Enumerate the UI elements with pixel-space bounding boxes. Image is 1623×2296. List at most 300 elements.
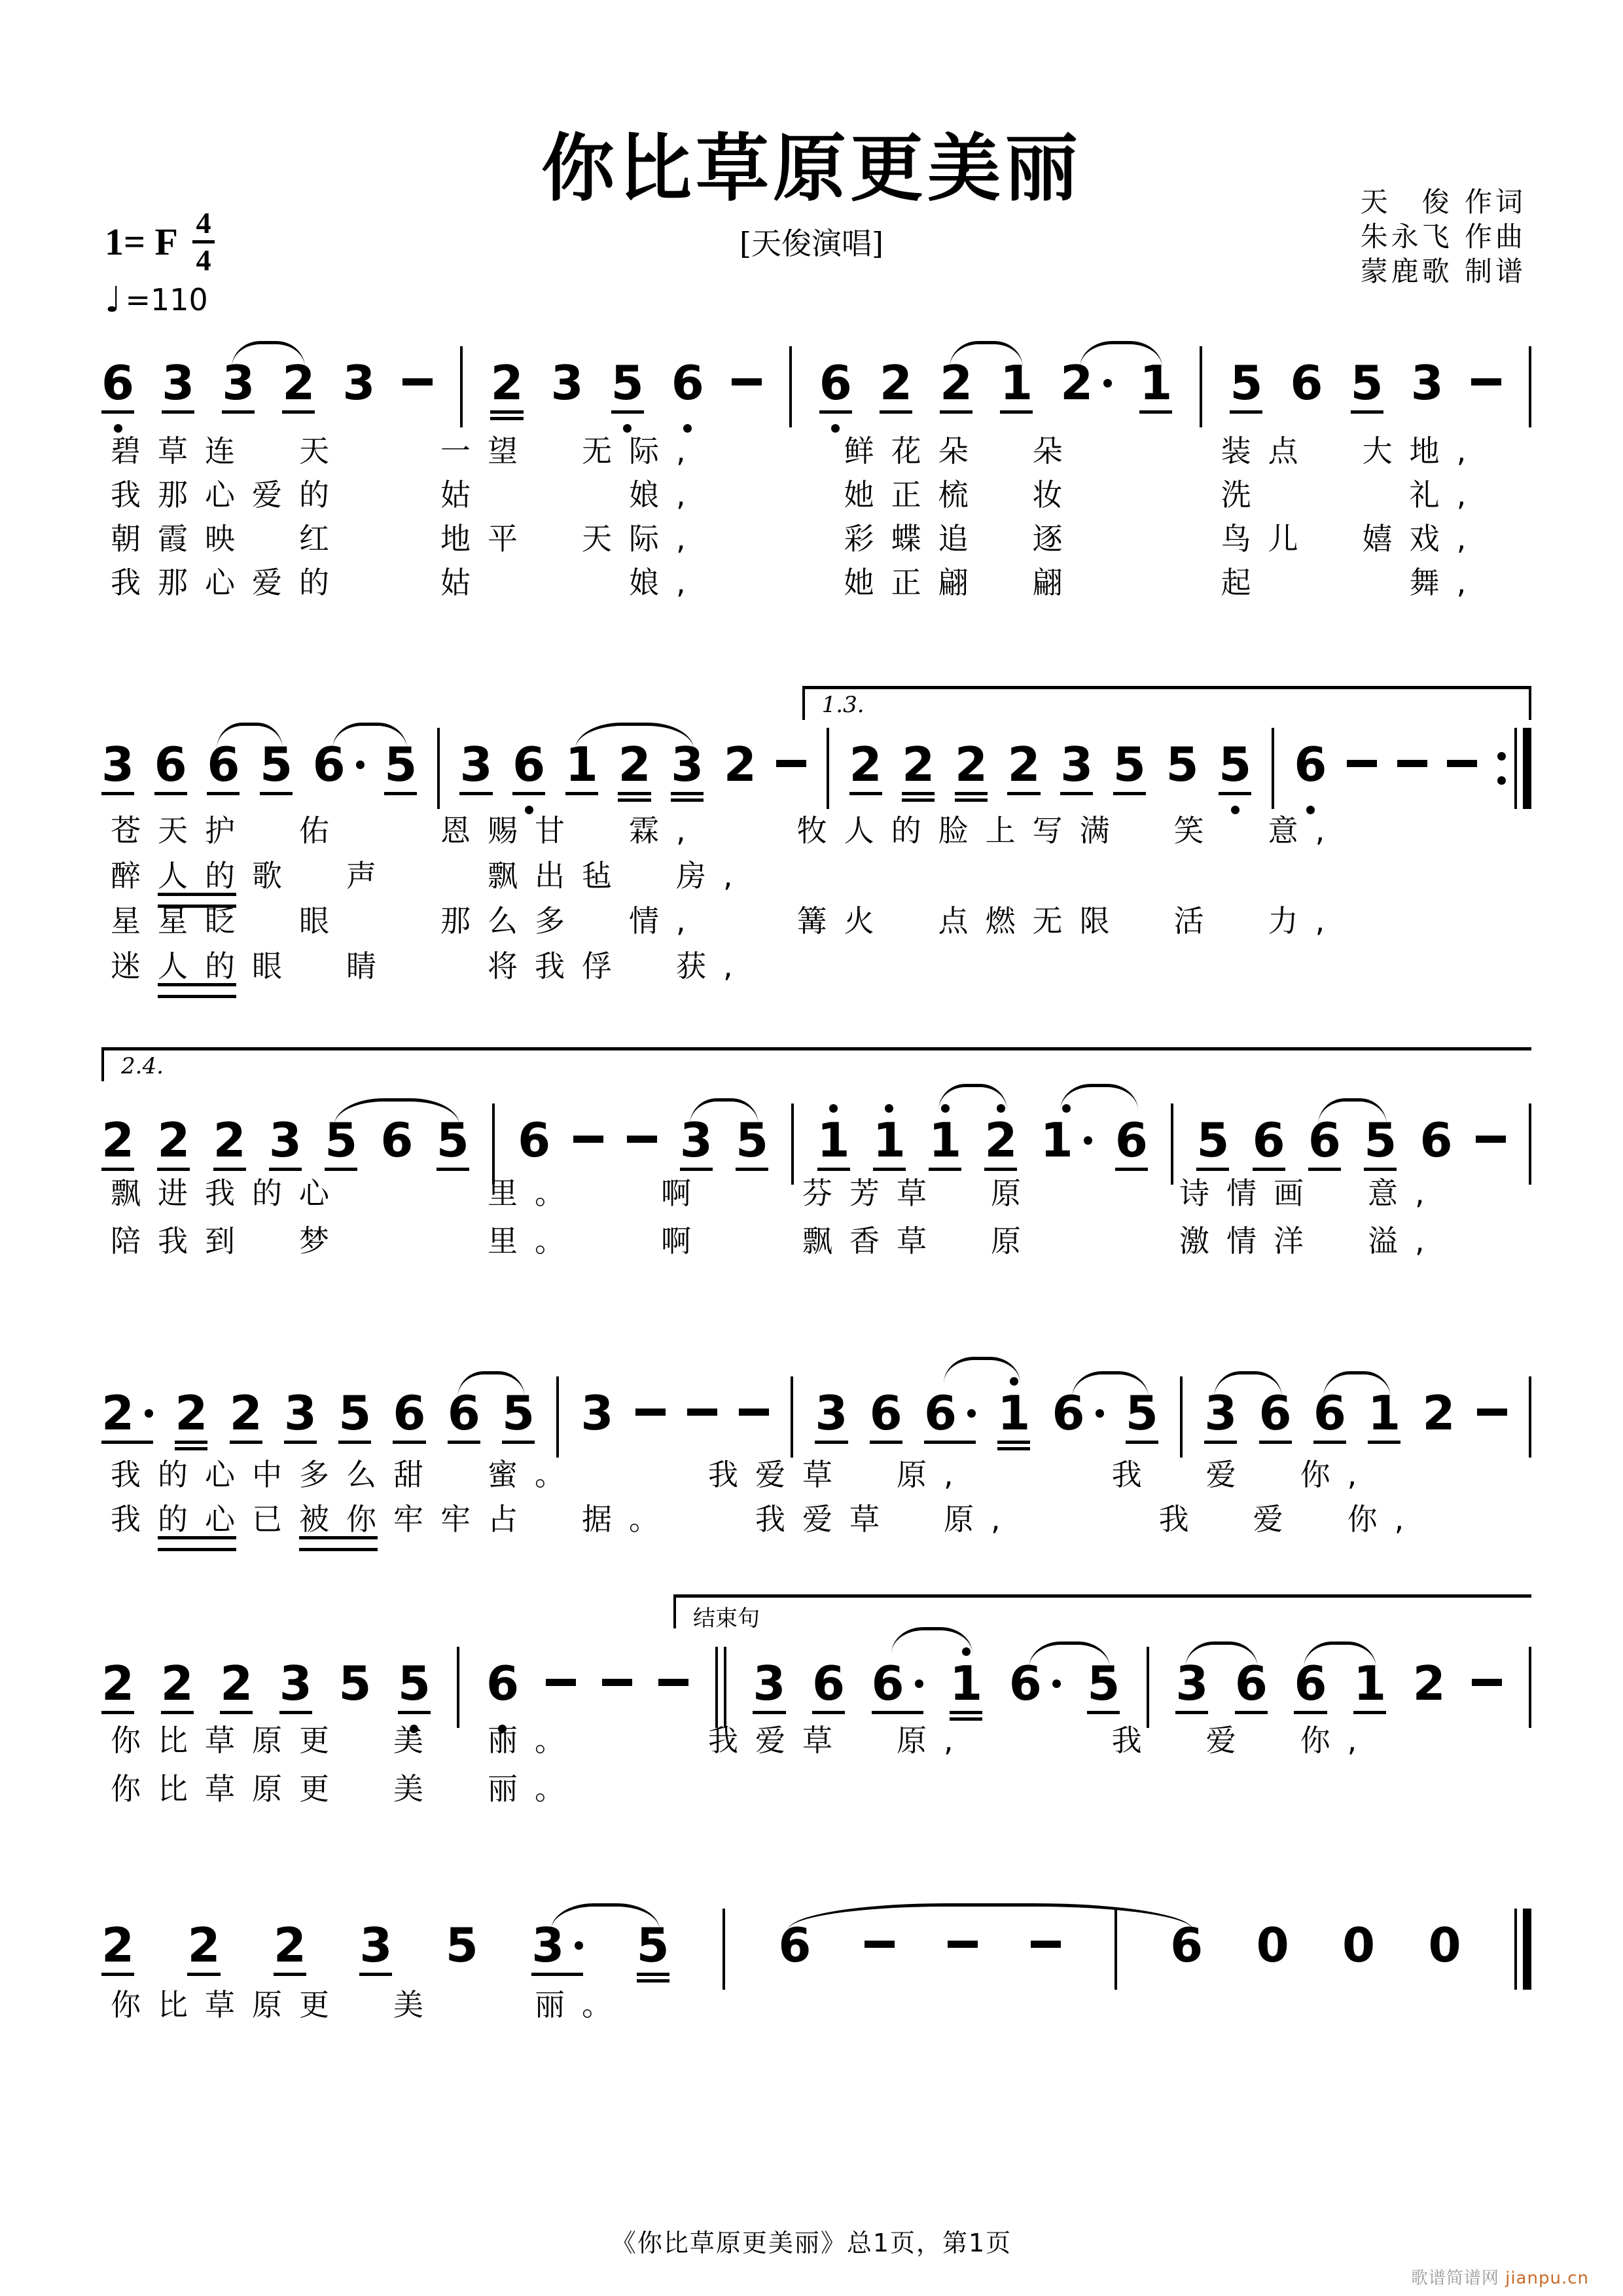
tempo-marking <box>105 279 215 320</box>
note-digit-row <box>1351 357 1383 409</box>
note-digit-row <box>274 1919 306 1971</box>
note-digit: 0 <box>1256 1918 1289 1973</box>
note-digit: 2 <box>849 737 882 792</box>
underline <box>955 792 988 795</box>
note <box>1422 1370 1455 1469</box>
note-digit: 6 <box>871 1656 904 1711</box>
underline <box>490 417 523 420</box>
duration-underlines <box>384 792 417 802</box>
note-digit: 6 <box>1290 355 1323 410</box>
note-digit-row <box>724 738 757 791</box>
underline <box>175 1441 207 1444</box>
lyric-line: 你比草原更 美 丽。 <box>111 1987 629 2022</box>
note-digit-row <box>1428 1919 1461 1971</box>
note-digit: 1 <box>565 737 598 792</box>
duration-underlines <box>162 410 194 421</box>
note <box>1113 721 1146 820</box>
note <box>1230 340 1262 439</box>
note-digit: 5 <box>1364 1113 1397 1168</box>
music-system <box>101 1053 1531 1259</box>
note-digit: 2 <box>939 355 973 410</box>
barline-stroke <box>1529 1376 1531 1458</box>
underline <box>101 792 134 795</box>
note-digit-row <box>1413 1657 1446 1710</box>
note-digit: 0 <box>1428 1918 1461 1973</box>
lyric-line: 你比草原更 美 丽。 <box>111 1771 582 1806</box>
performer-subtitle: [天俊演唱] <box>740 226 883 261</box>
dash-note <box>739 1408 769 1416</box>
duration-underlines <box>955 792 988 802</box>
dash-note <box>573 1136 603 1143</box>
note <box>490 340 523 439</box>
underline <box>671 798 704 802</box>
underline <box>1259 1441 1292 1444</box>
note-digit-row <box>1007 738 1040 791</box>
note-digit: 3 <box>459 737 493 792</box>
underline <box>611 410 644 414</box>
duration-underlines <box>1113 792 1146 802</box>
dash-note <box>948 1941 978 1948</box>
note-digit: 2 <box>187 1918 221 1973</box>
note-digit: 6 <box>1115 1113 1149 1168</box>
underline <box>282 410 315 414</box>
note-digit: 3 <box>222 355 255 410</box>
duration-underlines <box>815 1441 847 1451</box>
note-digit: 1 <box>929 1113 962 1168</box>
note-digit: 1 <box>1040 1113 1073 1168</box>
lyric-line: 迷人的眼 睛 将我俘 获, <box>111 948 750 984</box>
note-digit-row <box>101 1387 153 1439</box>
note-digit-row <box>1419 1114 1452 1166</box>
note-digit: 3 <box>531 1918 565 1973</box>
note-digit-row <box>815 1387 847 1439</box>
duration-underlines <box>1257 1973 1289 1983</box>
lyric-underline: 人的 <box>158 948 252 984</box>
barline <box>1529 1376 1531 1458</box>
duration-underlines <box>1000 410 1033 421</box>
underline <box>1139 410 1172 414</box>
duration-underlines <box>1428 1973 1461 1983</box>
underline <box>1113 792 1146 795</box>
note-digit: 3 <box>359 1918 393 1973</box>
note-digit-row <box>1166 738 1198 791</box>
barline-stroke <box>827 728 829 809</box>
duration-underlines <box>940 410 972 421</box>
note <box>1428 1902 1461 2001</box>
note-digit-row <box>849 738 882 791</box>
underline <box>565 792 598 795</box>
lyric-underline: 人的 <box>158 858 252 893</box>
key-signature-block <box>105 206 215 320</box>
underline <box>618 798 651 802</box>
note-digit-row <box>398 1657 431 1710</box>
time-top: 4 <box>196 206 211 240</box>
note-digit: 2 <box>101 1386 135 1441</box>
barline-stroke <box>457 1647 459 1728</box>
note <box>459 721 492 820</box>
underline <box>101 1441 153 1444</box>
underline <box>220 1711 253 1714</box>
note-digit-row <box>950 1657 982 1710</box>
note-digit: 1 <box>817 1113 850 1168</box>
underline <box>222 410 255 414</box>
note-digit-row <box>342 357 375 409</box>
barline-stroke <box>789 346 792 427</box>
note-digit: 6 <box>812 1656 846 1711</box>
quarter-note-icon: ♩ <box>105 279 122 320</box>
duration-underlines <box>870 1441 902 1451</box>
note-digit: 3 <box>671 737 704 792</box>
duration-underlines <box>1060 410 1112 421</box>
barline <box>437 728 440 809</box>
note-digit-row <box>161 1657 194 1710</box>
note-digit-row <box>213 1114 246 1166</box>
note-digit-row <box>459 738 492 791</box>
barline-stroke <box>556 1376 559 1458</box>
note-digit: 2 <box>954 737 988 792</box>
repeat-dots <box>1497 728 1506 809</box>
lyricist-credit: 天 俊 作词 <box>1360 186 1526 218</box>
duration-underlines <box>313 792 365 802</box>
note-digit: 2 <box>101 1918 135 1973</box>
transcriber-credit: 蒙鹿歌 制谱 <box>1360 255 1526 287</box>
note-digit: 6 <box>312 737 346 792</box>
note-digit: 6 <box>1052 1386 1085 1441</box>
volta-bracket <box>802 686 1531 720</box>
song-title: 你比草原更美丽 <box>541 126 1082 211</box>
volta-bracket <box>101 1047 1531 1081</box>
underline <box>531 1973 583 1976</box>
note <box>1290 340 1323 439</box>
lyric-line: 苍天护 佑 恩赐甘 霖, 牧人的脸上写满 笑 意, <box>111 813 1342 848</box>
volta-label: 1.3. <box>821 692 865 718</box>
augmentation-dot <box>967 1409 976 1418</box>
underline <box>502 1441 535 1444</box>
note-digit: 1 <box>872 1113 906 1168</box>
note-digit: 5 <box>611 355 644 410</box>
octave-dot-above <box>829 1104 838 1113</box>
duration-underlines <box>1219 792 1251 802</box>
volta-label: 结束句 <box>693 1605 760 1632</box>
lyric-line: 陪我到 梦 里。 啊 飘香草 原 激情洋 溢, <box>111 1223 1442 1259</box>
note <box>1351 340 1383 439</box>
duration-underlines <box>342 410 375 421</box>
duration-underlines <box>671 410 704 421</box>
note-digit: 3 <box>101 737 135 792</box>
underline <box>1351 410 1383 414</box>
duration-underlines <box>1230 410 1262 421</box>
note-digit: 5 <box>445 1918 478 1973</box>
volta-label: 2.4. <box>121 1053 164 1079</box>
note-digit: 2 <box>902 737 935 792</box>
dash-note <box>732 378 762 386</box>
barline-stroke <box>460 346 463 427</box>
note-digit: 5 <box>338 1656 372 1711</box>
barline <box>1529 1103 1531 1185</box>
underline <box>393 1441 425 1444</box>
note-digit-row <box>518 1114 550 1166</box>
final-barline <box>1514 1909 1531 1990</box>
note-digit-row <box>671 357 704 409</box>
key-label: 1= F <box>105 220 178 263</box>
watermark <box>1411 2265 1589 2289</box>
note-digit: 3 <box>1410 355 1444 410</box>
note-digit: 3 <box>580 1386 614 1441</box>
note <box>1007 721 1040 820</box>
note-digit: 6 <box>923 1386 957 1441</box>
duration-underlines <box>778 1973 811 1983</box>
underline <box>338 1441 371 1444</box>
duration-underlines <box>448 1441 480 1451</box>
barline <box>1200 346 1202 427</box>
music-system <box>101 1370 1531 1537</box>
dash-note <box>635 1408 666 1416</box>
note-digit-row <box>819 357 852 409</box>
note-digit-row <box>1253 1114 1285 1166</box>
note-digit-row <box>1230 357 1262 409</box>
repeat-end-barline <box>1497 728 1531 809</box>
note-digit-row <box>101 1114 134 1166</box>
note-digit-row <box>279 1657 312 1710</box>
dash-note <box>402 378 433 386</box>
underline <box>849 792 882 795</box>
note-digit: 3 <box>162 355 195 410</box>
barline-stroke <box>1529 1103 1531 1185</box>
dash-note <box>1397 760 1427 767</box>
note-digit: 6 <box>778 1918 812 1973</box>
note-digit: 5 <box>501 1386 535 1441</box>
augmentation-dot <box>1084 1136 1092 1145</box>
underline <box>490 410 523 414</box>
note-digit: 2 <box>1422 1386 1455 1441</box>
duration-underlines <box>1139 410 1172 421</box>
watermark-url: jianpu.cn <box>1505 2269 1589 2288</box>
dash-note <box>687 1408 717 1416</box>
underline <box>997 1447 1030 1450</box>
underline <box>1235 1711 1268 1714</box>
augmentation-dot <box>1052 1679 1061 1688</box>
duration-underlines <box>1313 1441 1346 1451</box>
note-digit: 6 <box>819 355 852 410</box>
dash-note <box>627 1136 657 1143</box>
octave-dot-above <box>885 1104 893 1113</box>
slur-arc <box>891 1627 973 1654</box>
note-digit: 1 <box>1368 1386 1401 1441</box>
note-digit: 6 <box>1252 1113 1285 1168</box>
underline <box>1294 1711 1327 1714</box>
note-digit-row <box>1294 738 1327 791</box>
duration-underlines <box>1351 410 1383 421</box>
note-low-octave <box>1294 721 1327 820</box>
note-digit: 1 <box>1000 355 1033 410</box>
underline <box>398 1711 431 1714</box>
dash-note <box>658 1679 688 1686</box>
duration-underlines <box>1166 792 1198 802</box>
note-digit: 5 <box>636 1918 669 1973</box>
duration-underlines <box>1259 1441 1292 1451</box>
note <box>1413 1640 1446 1739</box>
note-digit: 5 <box>436 1113 469 1168</box>
duration-underlines <box>230 1441 262 1451</box>
note-digit-row <box>154 738 187 791</box>
underline <box>175 1447 207 1450</box>
duration-underlines <box>902 792 935 802</box>
duration-underlines <box>459 792 492 802</box>
note-digit: 2 <box>157 1113 190 1168</box>
barline <box>1272 728 1274 809</box>
note-digit: 6 <box>1008 1656 1042 1711</box>
duration-underlines <box>502 1441 535 1451</box>
note-digit-row <box>393 1387 425 1439</box>
underline <box>230 1441 262 1444</box>
duration-underlines <box>880 410 912 421</box>
duration-underlines <box>101 410 134 421</box>
duration-underlines <box>819 410 852 421</box>
duration-underlines <box>924 1441 976 1451</box>
note-digit-row <box>551 357 584 409</box>
note-digit: 2 <box>282 355 315 410</box>
slur-arc <box>938 1084 1007 1111</box>
barline-stroke <box>1529 1647 1531 1728</box>
note <box>880 340 912 439</box>
note-digit: 6 <box>447 1386 480 1441</box>
note-digit: 6 <box>512 737 546 792</box>
underline <box>955 798 988 802</box>
music-system <box>101 692 1531 984</box>
note-digit-row <box>611 357 644 409</box>
barline <box>722 1909 725 1990</box>
note-digit-row <box>817 1114 850 1166</box>
note-digit-row <box>1342 1919 1375 1971</box>
note <box>849 721 882 820</box>
note-digit: 3 <box>1060 737 1094 792</box>
dash-note <box>776 760 806 767</box>
duration-underlines <box>175 1441 207 1451</box>
duration-underlines <box>1290 410 1323 421</box>
note-digit: 5 <box>1219 737 1252 792</box>
dash-note <box>1031 1941 1061 1948</box>
duration-underlines <box>1060 792 1093 802</box>
octave-dot-above-slot <box>829 1097 838 1114</box>
underline <box>1204 1441 1237 1444</box>
underline <box>1087 1711 1120 1714</box>
barline <box>556 1376 559 1458</box>
underline <box>753 1711 785 1714</box>
note-digit-row <box>284 1387 317 1439</box>
note-digit-row <box>1060 738 1093 791</box>
underline <box>161 1711 194 1714</box>
underline <box>207 792 240 795</box>
note-digit: 6 <box>671 355 704 410</box>
note-digit: 2 <box>618 737 651 792</box>
note-digit: 6 <box>101 355 135 410</box>
underline <box>815 1441 847 1444</box>
volta-bracket <box>673 1594 1531 1632</box>
dash-note <box>1447 760 1477 767</box>
underline <box>101 1973 134 1976</box>
note-digit: 1 <box>1353 1656 1387 1711</box>
note-digit-row <box>873 1114 906 1166</box>
underline <box>279 1711 312 1714</box>
note-digit: 1 <box>1139 355 1173 410</box>
duration-underlines <box>611 410 644 421</box>
duration-underlines <box>1052 1441 1104 1451</box>
slur-arc <box>788 1903 1193 1930</box>
duration-underlines <box>1342 1973 1375 1983</box>
lyric-line: 飘进我的心 里。 啊 芬芳草 原 诗情画 意, <box>111 1175 1442 1211</box>
note-digit: 5 <box>1125 1386 1158 1441</box>
lyric-line: 醉人的歌 声 飘出毡 房, <box>111 858 750 893</box>
note <box>1411 340 1444 439</box>
lyric-line: 我的心中多么甜 蜜。 我爱草 原, 我 爱 你, <box>111 1457 1374 1492</box>
note-digit: 3 <box>815 1386 848 1441</box>
underline <box>162 410 194 414</box>
note <box>551 340 584 439</box>
notes-row <box>101 721 1531 820</box>
underline <box>260 792 293 795</box>
underline <box>1353 1711 1386 1714</box>
note-digit-row <box>1041 1114 1092 1166</box>
note-digit: 2 <box>984 1113 1018 1168</box>
note-digit-row <box>1257 1919 1289 1971</box>
underline <box>512 792 545 795</box>
note-digit: 2 <box>1412 1656 1446 1711</box>
note-digit: 5 <box>259 737 293 792</box>
dash-note <box>546 1679 576 1686</box>
note-digit-row <box>929 1114 961 1166</box>
note-digit: 6 <box>869 1386 902 1441</box>
duration-underlines <box>1368 1441 1400 1451</box>
key-signature <box>105 208 215 276</box>
barline <box>789 346 792 427</box>
barline-stroke <box>791 1376 793 1458</box>
note-digit: 5 <box>325 1113 358 1168</box>
note-digit: 3 <box>268 1113 302 1168</box>
note-digit: 2 <box>101 1656 135 1711</box>
duration-underlines <box>1170 1973 1203 1983</box>
note-digit-row <box>359 1919 392 1971</box>
note-digit-row <box>872 1657 923 1710</box>
note-digit: 6 <box>380 1113 414 1168</box>
duration-underlines <box>490 410 523 421</box>
dash-note <box>1471 378 1501 386</box>
underline <box>671 792 704 795</box>
note-digit: 6 <box>1258 1386 1292 1441</box>
octave-dot-above-slot <box>885 1097 893 1114</box>
note <box>342 340 375 439</box>
underline <box>1368 1441 1400 1444</box>
note-digit: 1 <box>950 1656 983 1711</box>
credits-block <box>1361 185 1526 289</box>
note-digit-row <box>1422 1387 1455 1439</box>
note-digit: 2 <box>1060 355 1094 410</box>
barline <box>791 1376 793 1458</box>
underline <box>872 1711 923 1714</box>
note <box>162 340 194 439</box>
note-digit: 6 <box>518 1113 551 1168</box>
note-digit-row <box>157 1114 190 1166</box>
note-digit: 5 <box>1196 1113 1230 1168</box>
tempo-value: =110 <box>125 282 208 317</box>
note-digit: 3 <box>550 355 584 410</box>
watermark-site: 歌谱简谱网 <box>1410 2269 1506 2288</box>
underline <box>459 792 492 795</box>
duration-underlines <box>1126 1441 1158 1451</box>
note-digit: 3 <box>283 1386 317 1441</box>
underline <box>902 792 935 795</box>
lyric-underline: 的心 <box>158 1501 252 1537</box>
note-digit: 5 <box>1350 355 1383 410</box>
